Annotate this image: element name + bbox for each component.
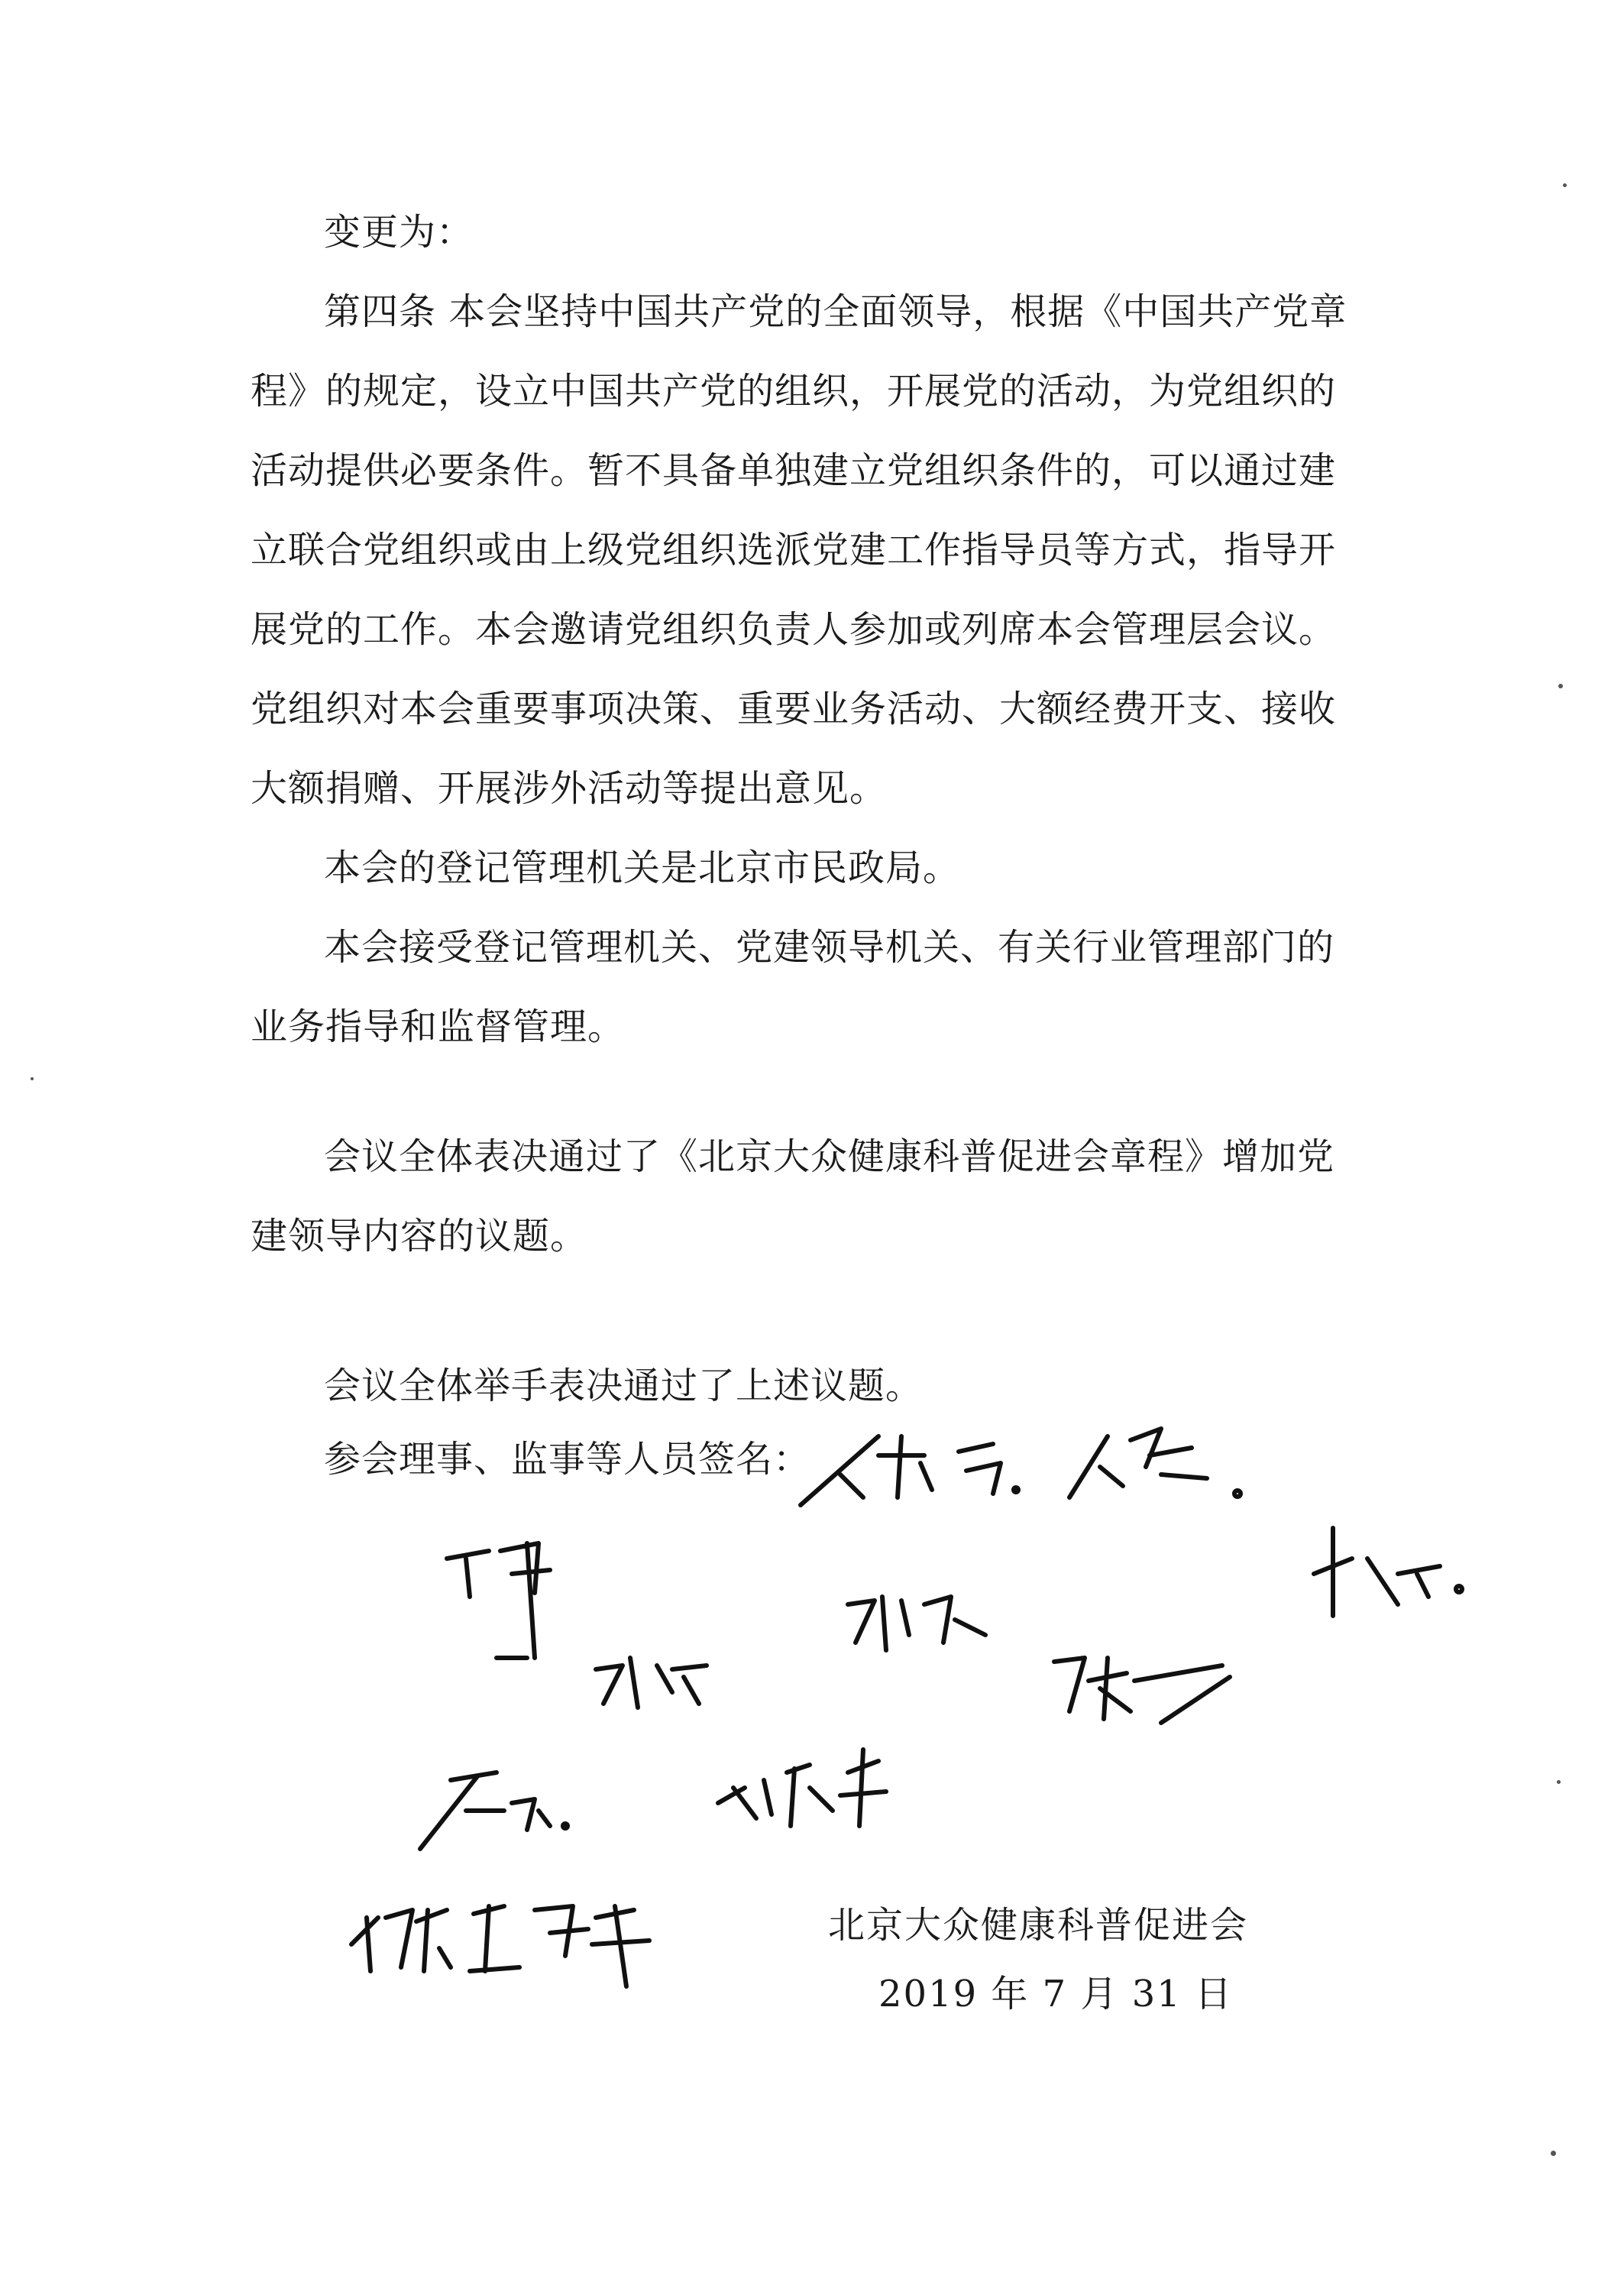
scan-speck (1551, 2151, 1556, 2156)
article-four-paragraph: 第四条 本会坚持中国共产党的全面领导，根据《中国共产党章程》的规定，设立中国共产党的组织，开展党的活动，为党组织的活动提供必要条件。暂不具备单独建立党组织条件的，可以通过建立联合党组织或由上级党组织选派党建工作指导员等方式，指导开展党的工作。本会邀请党组织负责人参加或列席本会管理层会议。党组织对本会重要事项决策、重要业务活动、大额经费开支、接收大额捐赠、开展涉外活动等提出意见。 (251, 290, 1347, 810)
signature-liuxin (848, 1597, 985, 1650)
scan-speck (1563, 183, 1567, 187)
signature-zhang (596, 1658, 707, 1708)
scan-speck (31, 1077, 34, 1080)
vote-paragraph: 会议全体举手表决通过了上述议题。 (324, 1365, 924, 1407)
resolution-paragraph: 会议全体表决通过了《北京大众健康科普促进会章程》增加党建领导内容的议题。 (251, 1135, 1335, 1258)
supervision-paragraph: 本会接受登记管理机关、党建领导机关、有关行业管理部门的业务指导和监督管理。 (251, 926, 1335, 1048)
signature-date: 2019 年 7 月 31 日 (878, 1973, 1234, 2015)
scan-speck (1557, 1780, 1561, 1784)
signature-dingjing (447, 1543, 550, 1658)
scan-speck (1558, 684, 1563, 688)
signature-zhaojianhua (351, 1906, 649, 1986)
signature-yang (1314, 1528, 1462, 1616)
registration-paragraph: 本会的登记管理机关是北京市民政局。 (324, 847, 961, 889)
signature-label: 参会理事、监事等人员签名： (324, 1438, 811, 1481)
signature-yangfang (801, 1436, 1018, 1505)
organization-signature: 北京大众健康科普促进会 (828, 1904, 1249, 1947)
signature-sun (1069, 1429, 1241, 1497)
change-heading: 变更为： (324, 211, 474, 254)
signature-kong (1054, 1658, 1230, 1723)
signature-shi (420, 1772, 568, 1849)
signature-liuqinghua (718, 1750, 886, 1826)
